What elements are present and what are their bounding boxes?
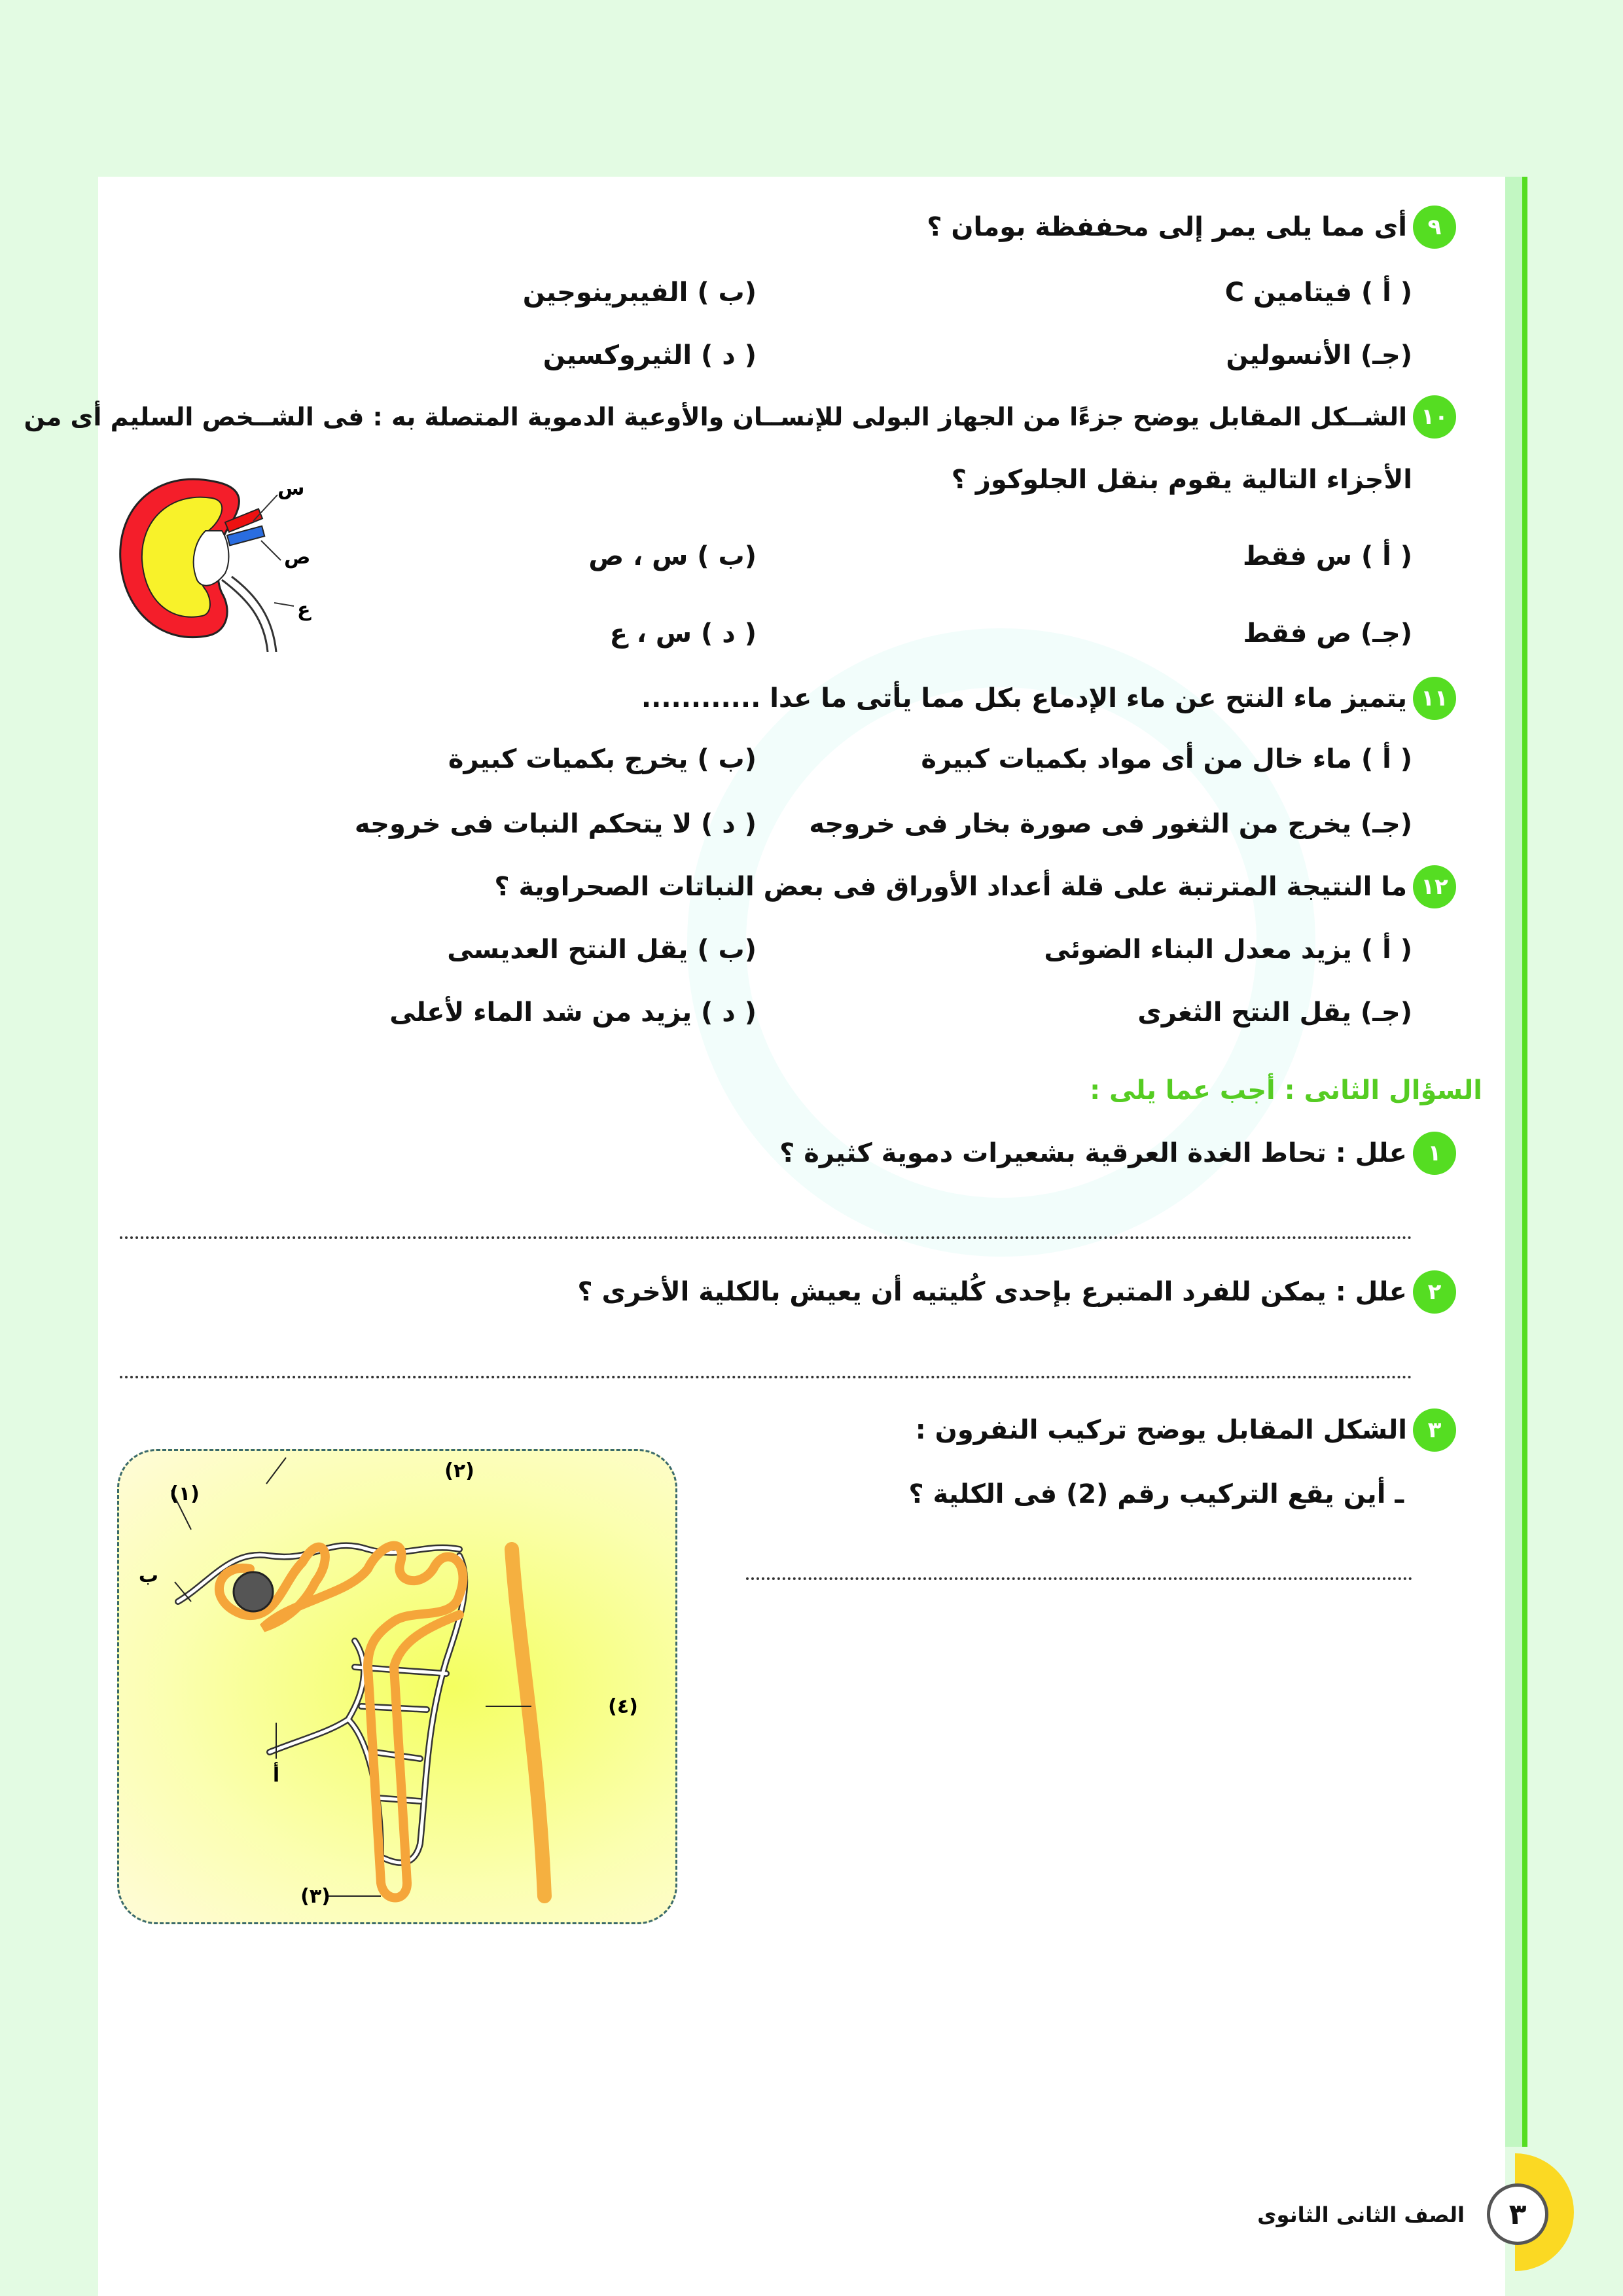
- question-number-badge: ١٢: [1413, 865, 1456, 908]
- answer-line[interactable]: [120, 1236, 1412, 1239]
- kidney-diagram: [117, 469, 353, 652]
- q9-option-d[interactable]: ( د ) الثيروكسين: [543, 340, 757, 370]
- q12-option-d[interactable]: ( د ) يزيد من شد الماء لأعلى: [389, 997, 757, 1028]
- essay-question-2: علل : يمكن للفرد المتبرع بإحدى كُليتيه أن يعيش بالكلية الأخرى ؟: [577, 1277, 1407, 1307]
- question-12-text: ما النتيجة المترتبة على قلة أعداد الأوراق فى بعض النباتات الصحراوية ؟: [494, 872, 1407, 902]
- question-number-badge: ٣: [1413, 1408, 1456, 1452]
- kidney-label-ain: ع: [297, 598, 311, 621]
- nephron-label-4: (٤): [608, 1695, 638, 1718]
- q10-option-b[interactable]: (ب ) س ، ص: [588, 541, 757, 571]
- side-stripe-line: [1522, 177, 1527, 2147]
- essay-question-3: الشكل المقابل يوضح تركيب النفرون :: [915, 1415, 1407, 1445]
- question-number-badge: ٩: [1413, 206, 1456, 249]
- question-number-badge: ١١: [1413, 677, 1456, 720]
- q9-option-a[interactable]: ( أ ) فيتامين C: [1224, 278, 1412, 308]
- answer-line[interactable]: [120, 1376, 1412, 1378]
- question-9-text: أى مما يلى يمر إلى محففظة بومان ؟: [927, 212, 1407, 242]
- question-number-badge: ٢: [1413, 1270, 1456, 1314]
- essay-question-3-sub: ـ أين يقع التركيب رقم (2) فى الكلية ؟: [908, 1479, 1404, 1509]
- q11-option-d[interactable]: ( د ) لا يتحكم النبات فى خروجه: [354, 809, 757, 839]
- question-11-text: يتميز ماء النتح عن ماء الإدماع بكل مما يأتى ما عدا ............: [641, 683, 1407, 713]
- nephron-label-b: ب: [138, 1564, 159, 1587]
- essay-question-1: علل : تحاط الغدة العرقية بشعيرات دموية كثيرة ؟: [779, 1138, 1407, 1168]
- section-heading: السؤال الثانى : أجب عما يلى :: [1090, 1075, 1482, 1105]
- answer-line[interactable]: [746, 1577, 1412, 1580]
- question-number-badge: ١: [1413, 1132, 1456, 1175]
- q9-option-b[interactable]: (ب ) الفيبرينوجين: [522, 278, 757, 308]
- q11-option-b[interactable]: (ب ) يخرج بكميات كبيرة: [448, 744, 757, 774]
- nephron-label-2: (٢): [444, 1460, 474, 1482]
- q11-option-c[interactable]: (جـ) يخرج من الثغور فى صورة بخار فى خروجه: [809, 809, 1412, 839]
- nephron-label-3: (٣): [300, 1885, 330, 1908]
- kidney-label-s: س: [277, 477, 305, 500]
- page-number: ٣: [1487, 2183, 1548, 2245]
- nephron-diagram: [119, 1451, 675, 1922]
- q11-option-a[interactable]: ( أ ) ماء خال من أى مواد بكميات كبيرة: [921, 744, 1412, 774]
- q10-option-a[interactable]: ( أ ) س فقط: [1243, 541, 1412, 571]
- kidney-label-sad: ص: [284, 546, 311, 569]
- q12-option-a[interactable]: ( أ ) يزيد معدل البناء الضوئى: [1044, 935, 1412, 965]
- q10-option-c[interactable]: (جـ) ص فقط: [1243, 619, 1412, 649]
- nephron-figure: [117, 1449, 677, 1924]
- question-number-badge: ١٠: [1413, 395, 1456, 439]
- q10-option-d[interactable]: ( د ) س ، ع: [609, 619, 757, 649]
- footer-grade: الصف الثانى الثانوى: [1257, 2202, 1465, 2227]
- side-stripe: [1505, 177, 1524, 2147]
- q9-option-c[interactable]: (جـ) الأنسولين: [1226, 340, 1412, 370]
- question-10-text: الشــكل المقابل يوضح جزءًا من الجهاز البولى للإنســان والأوعية الدموية المتصلة به : فى الشــخص السليم أى من: [24, 403, 1407, 431]
- q12-option-c[interactable]: (جـ) يقل النتح الثغرى: [1137, 997, 1412, 1028]
- nephron-label-a: أ: [272, 1764, 280, 1787]
- nephron-label-1: (١): [169, 1482, 200, 1505]
- question-10-text-line2: الأجزاء التالية يقوم بنقل الجلوكوز ؟: [951, 465, 1412, 495]
- q12-option-b[interactable]: (ب ) يقل النتح العديسى: [447, 935, 757, 965]
